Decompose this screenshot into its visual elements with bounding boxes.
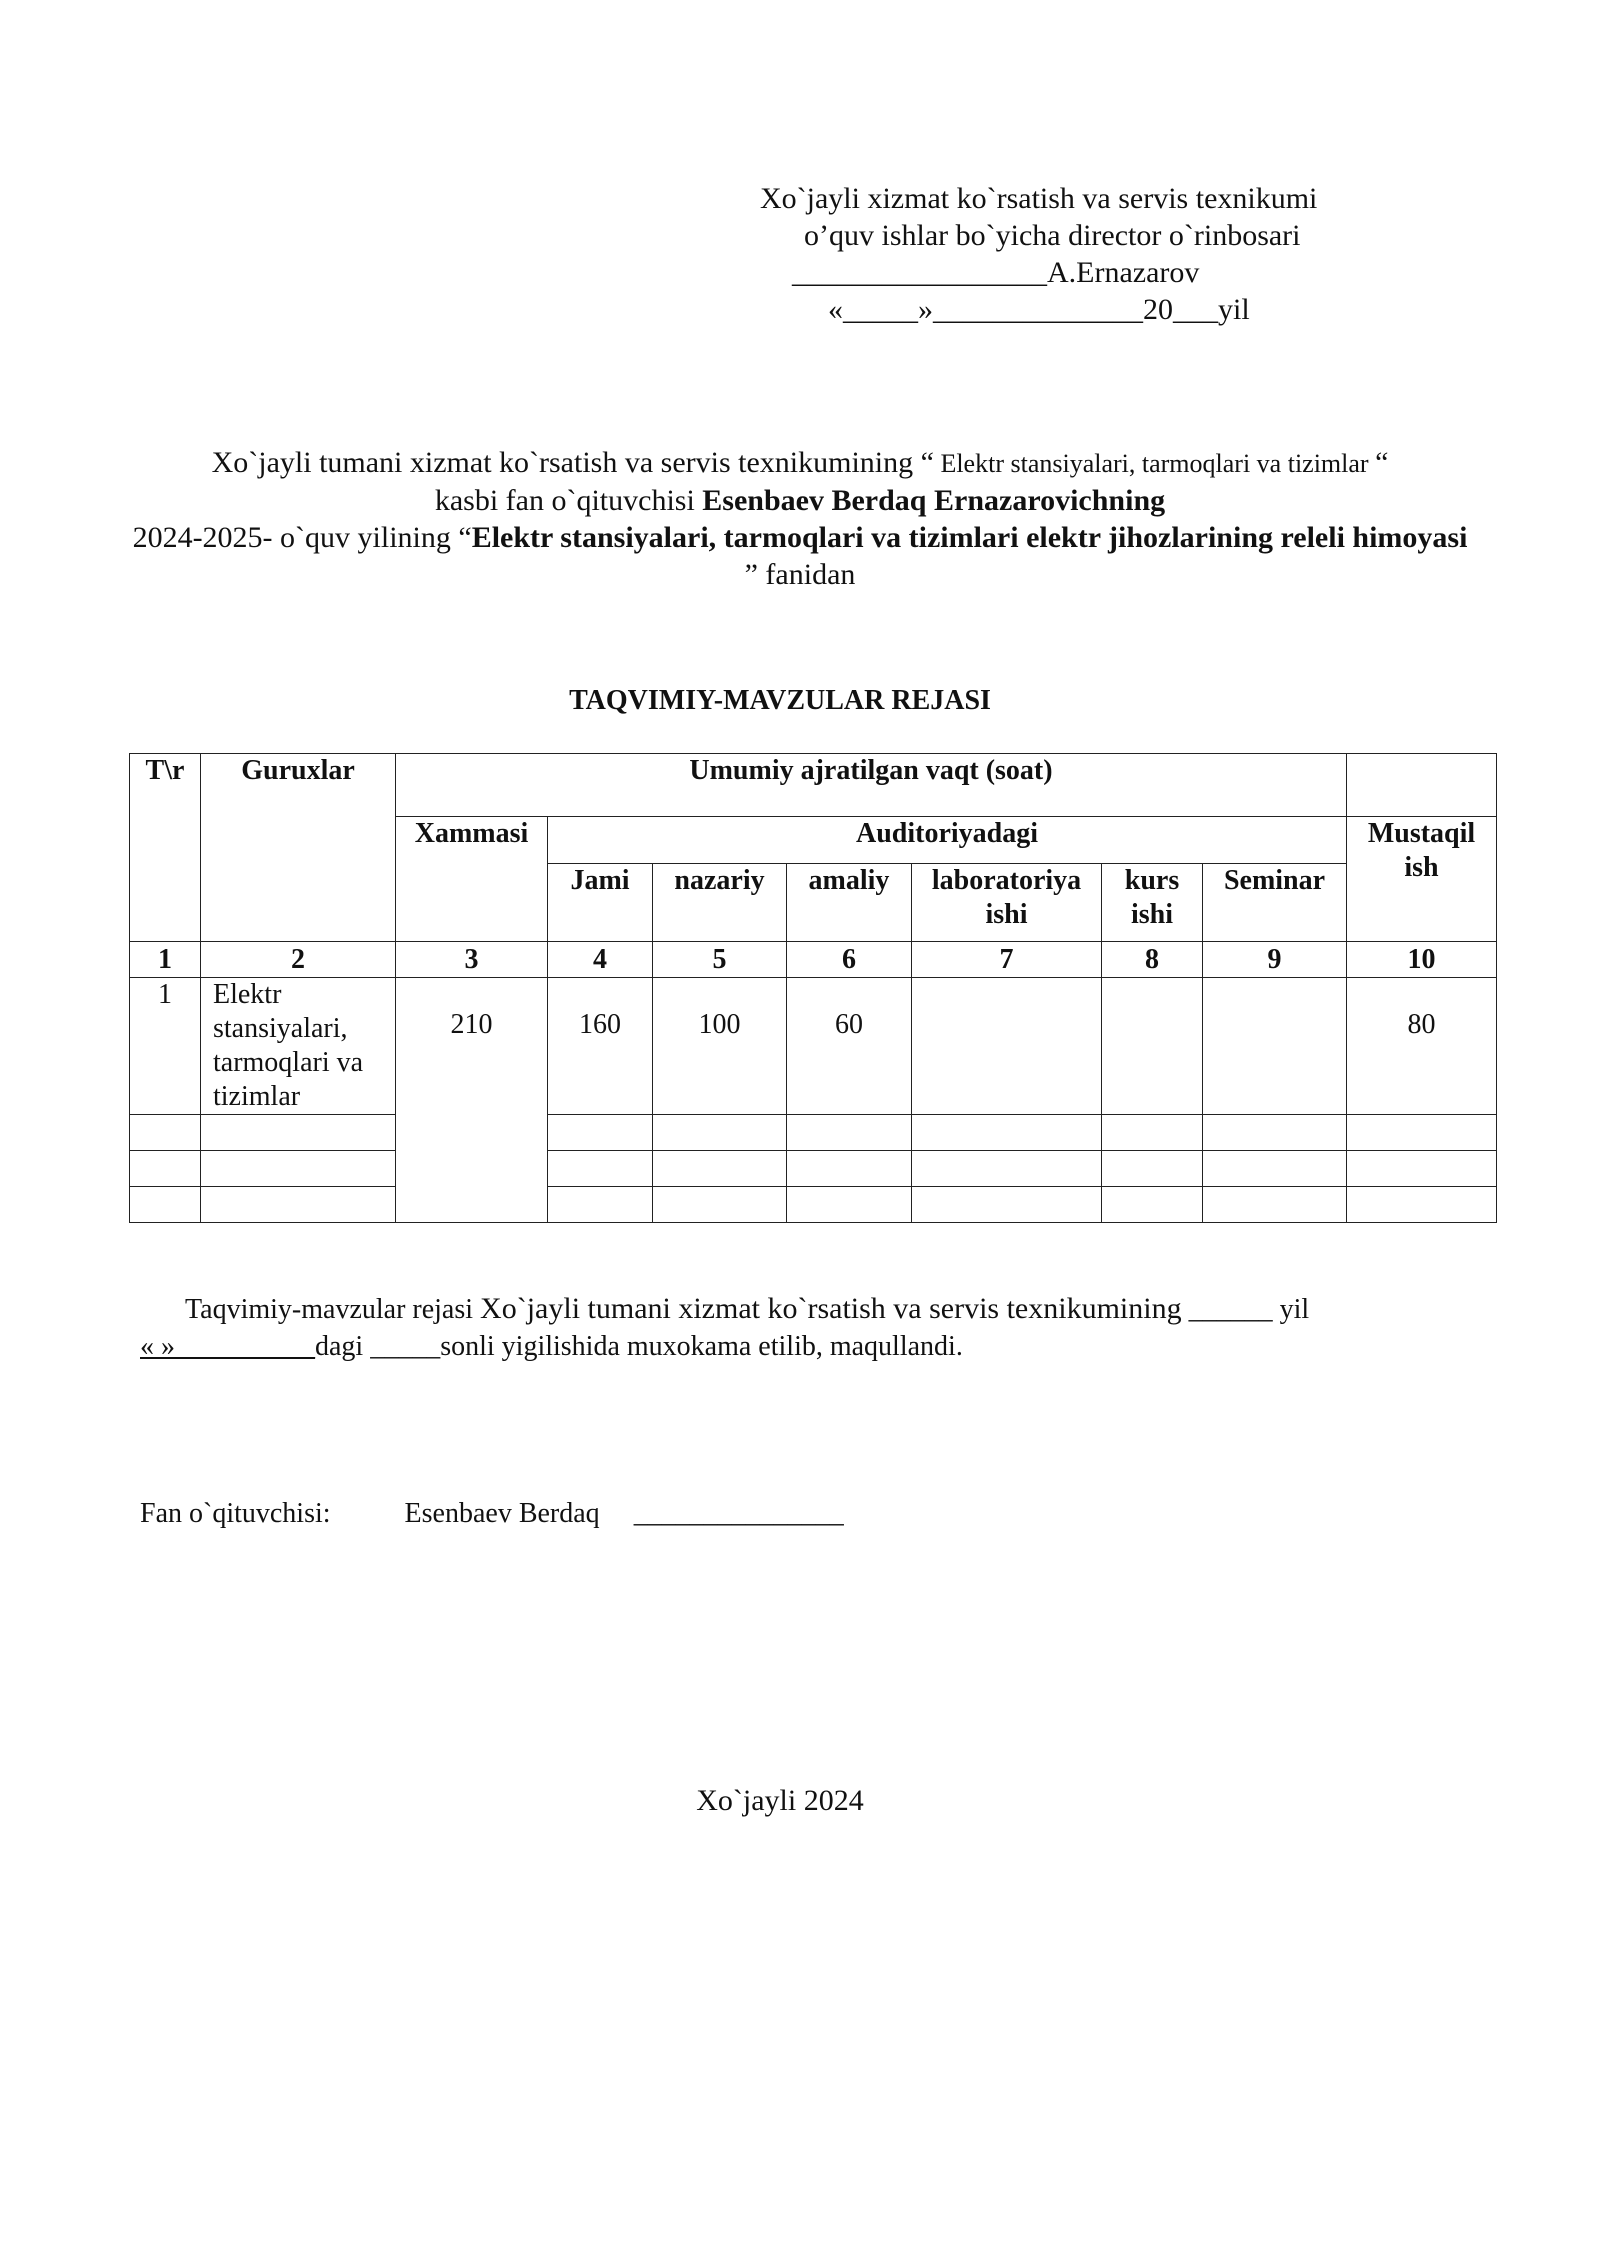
teacher-name: Esenbaev Berdaq (404, 1498, 600, 1529)
header-seminar: Seminar (1203, 864, 1347, 942)
document-title: TAQVIMIY-MAVZULAR REJASI (569, 685, 991, 716)
row-seminar (1203, 978, 1347, 1115)
row-jami: 160 (548, 978, 653, 1115)
intro-teacher-name: Esenbaev Berdaq Ernazarovichning (702, 484, 1166, 517)
row-xammasi: 210 (396, 978, 548, 1223)
row-nazariy: 100 (653, 978, 787, 1115)
approval-block (760, 180, 1400, 328)
col-number: 6 (787, 942, 912, 978)
teacher-signature-line: _______________ (633, 1498, 844, 1529)
header-kurs: kurs ishi (1102, 864, 1203, 942)
note-school: Xo`jayli tumani xizmat ko`rsatish va servis texnikumining (480, 1292, 1182, 1325)
plan-table (129, 753, 1497, 1223)
table-row (130, 978, 1497, 1115)
col-number: 3 (396, 942, 548, 978)
table-row-empty (130, 1115, 1497, 1151)
teacher-signature (140, 1497, 844, 1531)
header-amaliy: amaliy (787, 864, 912, 942)
intro-subject: Elektr stansiyalari, tarmoqlari va tizimlari elektr jihozlarining releli himoyasi (471, 521, 1468, 554)
intro-year: 2024-2025- o`quv yilining “ (132, 521, 472, 554)
approval-note (140, 1290, 1460, 1365)
approval-signature: _________________A.Ernazarov (792, 256, 1200, 289)
table-row-empty (130, 1187, 1497, 1223)
col-number: 7 (912, 942, 1102, 978)
col-number: 5 (653, 942, 787, 978)
header-lab: laboratoriya ishi (912, 864, 1102, 942)
intro-school: Xo`jayli tumani xizmat ko`rsatish va servis texnikumining “ (211, 446, 934, 479)
header-tr: T\r (130, 754, 201, 942)
header-nazariy: nazariy (653, 864, 787, 942)
note-prefix: Taqvimiy-mavzular rejasi (185, 1294, 481, 1325)
intro-teacher-label: kasbi fan o`qituvchisi (434, 484, 703, 517)
row-lab (912, 978, 1102, 1115)
header-total-time: Umumiy ajratilgan vaqt (soat) (396, 754, 1347, 817)
intro-quote-close: “ (1375, 446, 1389, 479)
col-number: 4 (548, 942, 653, 978)
row-number: 1 (130, 978, 201, 1115)
city-year: Xo`jayli 2024 (696, 1784, 864, 1817)
header-auditoriya: Auditoriyadagi (548, 817, 1347, 864)
col-number: 9 (1203, 942, 1347, 978)
intro-specialty: Elektr stansiyalari, tarmoqlari va tizimlar (933, 449, 1376, 478)
note-meeting: dagi _____sonli yigilishida muxokama etilib, maqullandi. (315, 1331, 963, 1362)
row-kurs (1102, 978, 1203, 1115)
intro-paragraph (130, 444, 1470, 593)
teacher-label: Fan o`qituvchisi: (140, 1498, 331, 1529)
row-amaliy: 60 (787, 978, 912, 1115)
header-xammasi: Xammasi (396, 817, 548, 942)
col-number: 10 (1347, 942, 1497, 978)
col-number: 1 (130, 942, 201, 978)
approval-date: «_____»______________20___yil (828, 293, 1250, 326)
header-jami: Jami (548, 864, 653, 942)
col-number: 8 (1102, 942, 1203, 978)
header-mustaqil: Mustaqil ish (1347, 817, 1497, 942)
row-group: Elektr stansiyalari, tarmoqlari va tizimlar (201, 978, 396, 1115)
table-row-empty (130, 1151, 1497, 1187)
row-mustaqil: 80 (1347, 978, 1497, 1115)
header-empty (1347, 754, 1497, 817)
note-year: ______ yil (1181, 1294, 1310, 1325)
intro-fanidan: ” fanidan (744, 558, 856, 591)
note-date: « »__________ (140, 1331, 315, 1362)
col-number: 2 (201, 942, 396, 978)
header-groups: Guruxlar (201, 754, 396, 942)
approval-position: o’quv ishlar bo`yicha director o`rinbosari (804, 219, 1301, 252)
approval-institution: Xo`jayli xizmat ko`rsatish va servis texnikumi (760, 182, 1318, 215)
